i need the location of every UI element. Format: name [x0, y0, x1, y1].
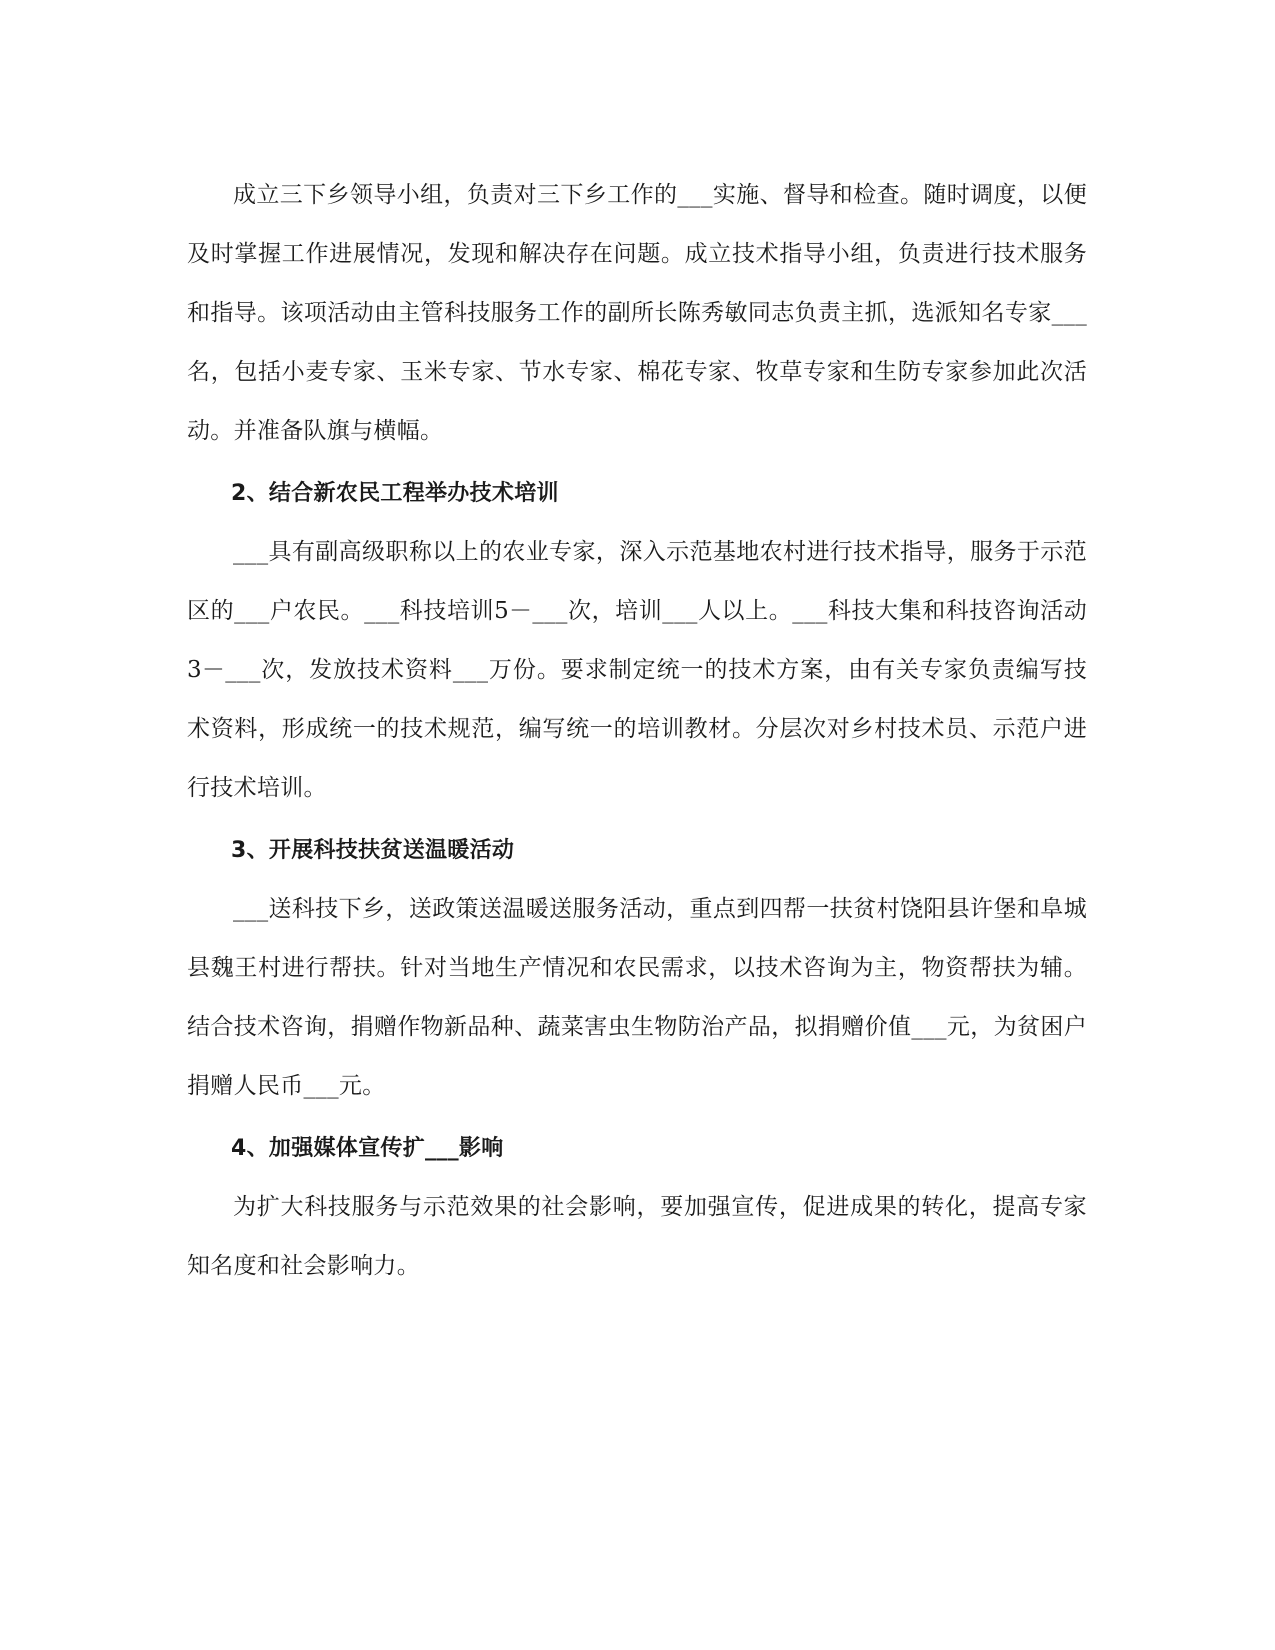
- paragraph-media: 为扩大科技服务与示范效果的社会影响，要加强宣传，促进成果的转化，提高专家知名度和社会影响力。: [187, 1194, 1087, 1279]
- paragraph-training: ___具有副高级职称以上的农业专家，深入示范基地农村进行技术指导，服务于示范区的___户农民。___科技培训5－___次，培训___人以上。___科技大集和科技咨询活动3－___次，发放技术资料___万份。要求制定统一的技术方案，由有关专家负责编写技术资料，形成统一的技术规范，编写统一的培训教材。分层次对乡村技术员、示范户进行技术培训。: [187, 539, 1087, 801]
- paragraph-poverty-relief: ___送科技下乡，送政策送温暖送服务活动，重点到四帮一扶贫村饶阳县许堡和阜城县魏王村进行帮扶。针对当地生产情况和农民需求，以技术咨询为主，物资帮扶为辅。结合技术咨询，捐赠作物新品种、蔬菜害虫生物防治产品，拟捐赠价值___元，为贫困户捐赠人民币___元。: [187, 896, 1087, 1099]
- section-heading-4: 4、加强媒体宣传扩___影响: [231, 1136, 504, 1161]
- section-heading-3: 3、开展科技扶贫送温暖活动: [231, 838, 515, 863]
- paragraph-leadership-group: 成立三下乡领导小组，负责对三下乡工作的___实施、督导和检查。随时调度，以便及时掌握工作进展情况，发现和解决存在问题。成立技术指导小组，负责进行技术服务和指导。该项活动由主管科技服务工作的副所长陈秀敏同志负责主抓，选派知名专家___名，包括小麦专家、玉米专家、节水专家、棉花专家、牧草专家和生防专家参加此次活动。并准备队旗与横幅。: [187, 182, 1087, 444]
- document-body: [187, 166, 1087, 1296]
- section-heading-2: 2、结合新农民工程举办技术培训: [231, 481, 559, 506]
